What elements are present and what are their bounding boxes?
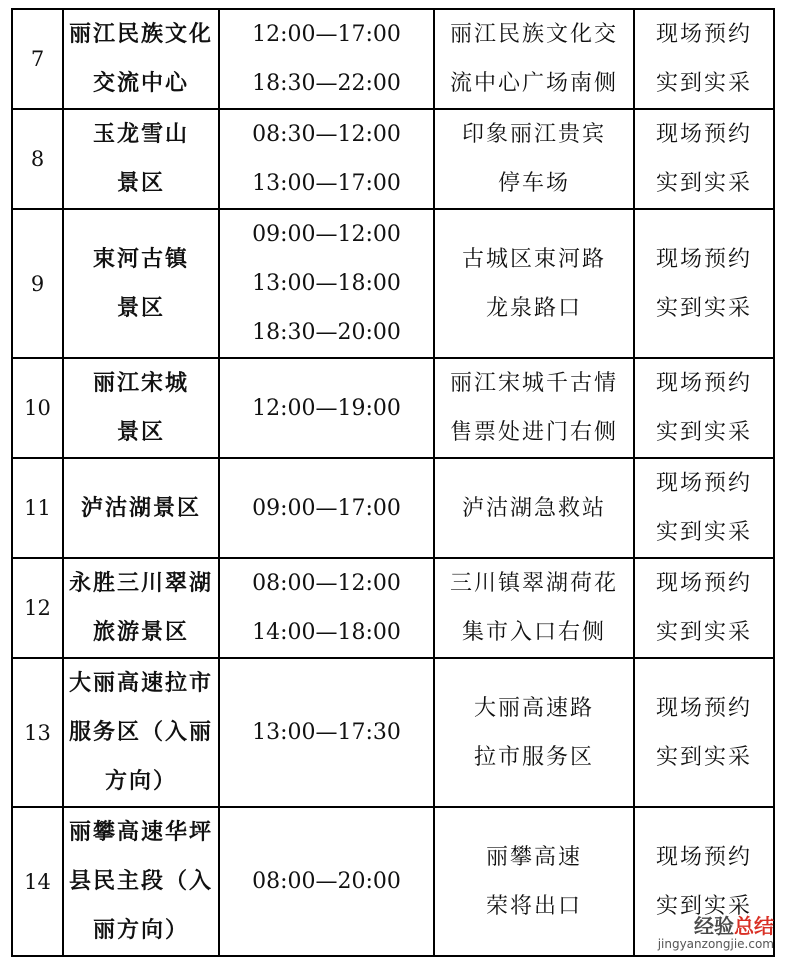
site-name-line: 丽江宋城 <box>92 370 189 396</box>
row-number: 12 <box>12 558 63 658</box>
time-slot: 08:30—12:00 <box>252 122 401 147</box>
location-line: 拉市服务区 <box>473 744 594 770</box>
service-hours-cell <box>219 109 434 209</box>
time-slot: 09:00—17:00 <box>252 495 401 521</box>
site-name-cell <box>63 807 219 956</box>
time-slot: 13:00—17:30 <box>252 720 401 745</box>
location-cell <box>434 558 634 658</box>
site-watermark <box>658 915 774 951</box>
site-name-line: 服务区（入丽 <box>68 719 213 745</box>
mode-line: 现场预约 <box>655 471 752 496</box>
site-name-cell <box>63 358 219 458</box>
mode-line: 实到实采 <box>655 295 752 321</box>
service-hours-cell <box>219 458 434 558</box>
sampling-mode-cell <box>634 658 774 807</box>
sampling-mode-cell <box>634 558 774 658</box>
row-number: 8 <box>12 109 63 209</box>
sampling-mode-cell <box>634 458 774 558</box>
table-row <box>12 109 774 209</box>
location-line: 印象丽江贵宾 <box>461 122 606 147</box>
site-name-cell <box>63 558 219 658</box>
mode-line: 实到实采 <box>655 520 752 545</box>
site-name-line: 景区 <box>116 294 165 321</box>
site-name-line: 束河古镇 <box>92 245 189 272</box>
location-line: 荣将出口 <box>485 893 582 919</box>
sampling-mode-cell <box>634 109 774 209</box>
location-cell <box>434 358 634 458</box>
mode-line: 实到实采 <box>655 744 752 770</box>
mode-line: 实到实采 <box>655 71 752 96</box>
service-hours-cell <box>219 9 434 109</box>
watermark-url: jingyanzongjie.com <box>657 937 774 951</box>
mode-line: 实到实采 <box>655 620 752 645</box>
site-name-line: 丽江民族文化 <box>68 21 213 47</box>
location-line: 大丽高速路 <box>473 695 594 721</box>
time-slot: 12:00—17:00 <box>252 22 401 47</box>
location-line: 丽攀高速 <box>485 844 582 870</box>
site-name-cell <box>63 109 219 209</box>
watermark-accent: 总结 <box>734 914 774 938</box>
row-number: 11 <box>12 458 63 558</box>
row-number: 10 <box>12 358 63 458</box>
time-slot: 13:00—18:00 <box>252 271 401 296</box>
location-cell <box>434 458 634 558</box>
site-name-cell <box>63 209 219 358</box>
site-name-line: 大丽高速拉市 <box>68 670 213 696</box>
time-slot: 18:30—20:00 <box>252 320 401 345</box>
site-name-line: 永胜三川翠湖 <box>68 570 213 596</box>
site-name-line: 丽攀高速华坪 <box>68 819 213 845</box>
site-name-line: 玉龙雪山 <box>92 121 189 147</box>
row-number: 13 <box>12 658 63 807</box>
location-cell <box>434 109 634 209</box>
site-name-line: 景区 <box>116 419 165 445</box>
site-name-line: 景区 <box>116 170 165 196</box>
location-line: 停车场 <box>497 171 570 196</box>
sampling-mode-cell <box>634 358 774 458</box>
site-name-line: 泸沽湖景区 <box>80 494 201 521</box>
mode-line: 现场预约 <box>655 246 752 272</box>
mode-line: 现场预约 <box>655 571 752 596</box>
location-line: 流中心广场南侧 <box>449 71 618 96</box>
location-cell <box>434 9 634 109</box>
mode-line: 现场预约 <box>655 22 752 47</box>
mode-line: 实到实采 <box>655 420 752 445</box>
table-row <box>12 558 774 658</box>
time-slot: 18:30—22:00 <box>252 71 401 96</box>
table-row <box>12 358 774 458</box>
service-hours-cell <box>219 558 434 658</box>
site-name-line: 交流中心 <box>92 70 189 96</box>
time-slot: 08:00—20:00 <box>252 869 401 894</box>
site-name-line: 县民主段（入 <box>68 868 213 894</box>
site-name-line: 丽方向） <box>92 917 189 943</box>
site-name-line: 方向） <box>104 768 177 794</box>
table-row <box>12 9 774 109</box>
location-line: 集市入口右侧 <box>461 620 606 645</box>
location-line: 龙泉路口 <box>485 295 582 321</box>
mode-line: 现场预约 <box>655 695 752 721</box>
location-line: 泸沽湖急救站 <box>461 495 606 521</box>
time-slot: 09:00—12:00 <box>252 222 401 247</box>
site-name-cell <box>63 458 219 558</box>
time-slot: 13:00—17:00 <box>252 171 401 196</box>
location-cell <box>434 807 634 956</box>
time-slot: 12:00—19:00 <box>252 395 401 421</box>
location-line: 古城区束河路 <box>461 246 606 272</box>
table-body <box>12 9 774 956</box>
sampling-mode-cell <box>634 209 774 358</box>
location-cell <box>434 209 634 358</box>
watermark-main: 经验 <box>694 914 734 938</box>
service-hours-cell <box>219 358 434 458</box>
location-cell <box>434 658 634 807</box>
location-line: 丽江宋城千古情 <box>449 371 618 396</box>
site-name-line: 旅游景区 <box>92 619 189 645</box>
watermark-logo-text <box>658 915 774 937</box>
site-name-cell <box>63 658 219 807</box>
sampling-mode-cell <box>634 9 774 109</box>
row-number: 9 <box>12 209 63 358</box>
service-hours-cell <box>219 807 434 956</box>
mode-line: 实到实采 <box>655 893 752 919</box>
location-line: 售票处进门右侧 <box>449 420 618 445</box>
mode-line: 现场预约 <box>655 371 752 396</box>
row-number: 7 <box>12 9 63 109</box>
mode-line: 实到实采 <box>655 171 752 196</box>
location-line: 三川镇翠湖荷花 <box>449 571 618 596</box>
table-row <box>12 458 774 558</box>
sampling-sites-table <box>11 8 775 957</box>
site-name-cell <box>63 9 219 109</box>
location-line: 丽江民族文化交 <box>449 22 618 47</box>
service-hours-cell <box>219 658 434 807</box>
mode-line: 现场预约 <box>655 844 752 870</box>
mode-line: 现场预约 <box>655 122 752 147</box>
time-slot: 14:00—18:00 <box>252 620 401 645</box>
table-row <box>12 209 774 358</box>
service-hours-cell <box>219 209 434 358</box>
table-row <box>12 658 774 807</box>
row-number: 14 <box>12 807 63 956</box>
time-slot: 08:00—12:00 <box>252 571 401 596</box>
